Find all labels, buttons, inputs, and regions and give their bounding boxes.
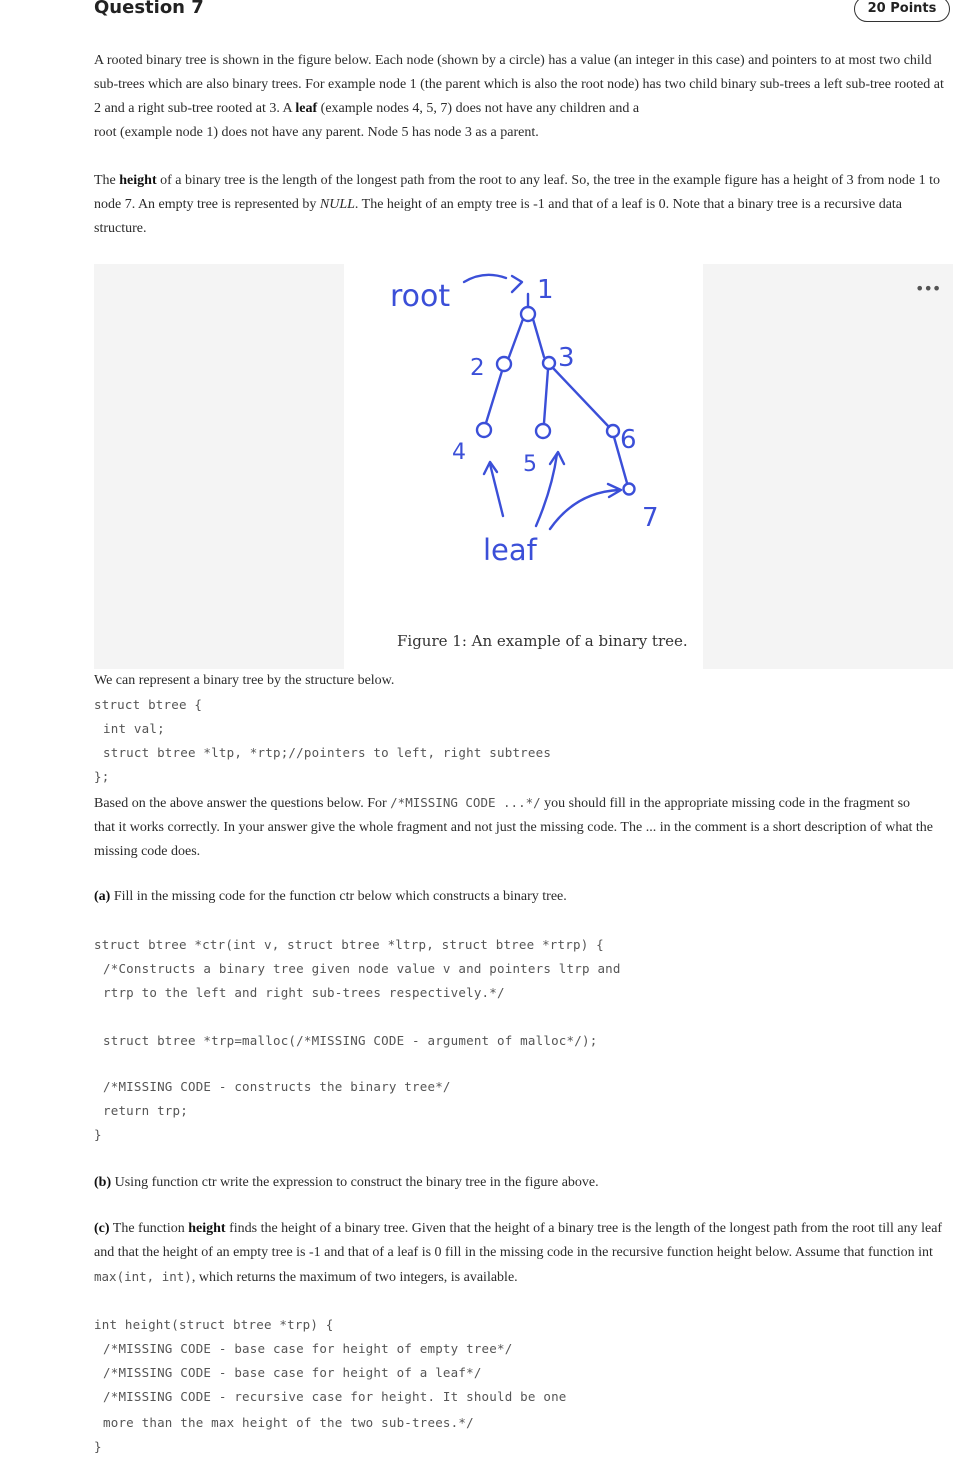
intro-text: of a binary tree is the length of the longest path from the root to any leaf. So, the tree in the example figure has a height of 3 from node 1 to — [156, 173, 940, 188]
intro-line — [94, 169, 946, 193]
tree-node-4 — [477, 423, 491, 437]
code-line: struct btree *trp=malloc(/*MISSING CODE - argument of malloc*/); — [103, 1033, 598, 1048]
root-arrow-stroke — [464, 275, 506, 282]
intro-paragraph-2 — [94, 169, 946, 241]
code-line: struct btree *ctr(int v, struct btree *ltrp, struct btree *rtrp) { — [94, 937, 604, 952]
part-b-prompt — [94, 1171, 946, 1195]
more-horizontal-icon[interactable]: ••• — [915, 279, 941, 298]
intro-line: A rooted binary tree is shown in the figure below. Each node (shown by a circle) has a value (an integer in this case) and pointers to at most two child — [94, 53, 932, 68]
question-title: Question 7 — [94, 0, 204, 18]
tree-node-6 — [607, 425, 619, 437]
code-line: /*MISSING CODE - base case for height of a leaf*/ — [103, 1365, 482, 1380]
intro-text: 2 and a right sub-tree rooted at 3. A — [94, 101, 296, 116]
part-c-text: , which returns the maximum of two integers, is available. — [191, 1270, 518, 1285]
intro-line — [94, 193, 946, 217]
root-arrow-head — [512, 276, 522, 292]
code-line: /*MISSING CODE - constructs the binary tree*/ — [103, 1079, 451, 1094]
leaf-label: leaf — [483, 533, 537, 567]
height-function-term: height — [188, 1221, 226, 1236]
intro-line: root (example node 1) does not have any parent. Node 5 has node 3 as a parent. — [94, 125, 539, 140]
part-b-label: (b) — [94, 1175, 112, 1190]
code-line: struct btree *ltp, *rtp;//pointers to left, right subtrees — [103, 745, 552, 760]
edge-2-4 — [486, 371, 502, 423]
edge-3-6 — [553, 368, 609, 427]
leaf-term: leaf — [295, 101, 318, 116]
intro-text: node 7. An empty tree is represented by — [94, 197, 320, 212]
part-c-line — [94, 1217, 946, 1241]
node-label-2: 2 — [470, 355, 485, 381]
node-label-3: 3 — [558, 343, 575, 373]
part-a-text: Fill in the missing code for the function ctr below which constructs a binary tree. — [110, 889, 567, 904]
intro-text: . The height of an empty tree is -1 and that of a leaf is 0. Note that a binary tree is a recursive data — [354, 197, 903, 212]
root-label: root — [390, 279, 451, 314]
part-a-label: (a) — [94, 889, 111, 904]
edge-3-5 — [544, 369, 548, 423]
node-label-5: 5 — [523, 452, 537, 477]
code-line: /*MISSING CODE - base case for height of empty tree*/ — [103, 1341, 513, 1356]
node-label-7: 7 — [642, 503, 659, 533]
instructions-line: that it works correctly. In your answer give the whole fragment and not just the missing code. The ... in the comment is a short description of what the — [94, 820, 934, 835]
node-label-1: 1 — [537, 275, 554, 305]
part-c-line — [94, 1265, 946, 1290]
null-term: NULL — [319, 197, 355, 212]
height-term: height — [119, 173, 157, 188]
max-function-token: max(int, int) — [94, 1269, 192, 1284]
instructions-text: you should fill in the appropriate missing code in the fragment so — [540, 796, 911, 811]
part-c-label: (c) — [94, 1221, 110, 1236]
code-line: /*Constructs a binary tree given node value v and pointers ltrp and — [103, 961, 621, 976]
intro-text: The — [94, 173, 120, 188]
binary-tree-figure — [344, 264, 703, 669]
missing-code-token: /*MISSING CODE ...*/ — [390, 795, 541, 810]
instructions-line: missing code does. — [94, 844, 201, 859]
intro-text: (example nodes 4, 5, 7) does not have any children and a — [317, 101, 640, 116]
part-c-prompt — [94, 1217, 946, 1290]
code-line: int height(struct btree *trp) { — [94, 1317, 334, 1332]
instructions-text: Based on the above answer the questions below. For — [94, 796, 391, 811]
tree-node-7 — [624, 484, 635, 495]
code-line: more than the max height of the two sub-trees.*/ — [103, 1415, 474, 1430]
code-line: return trp; — [103, 1103, 188, 1118]
question-header — [0, 0, 968, 24]
intro-line: sub-trees which are also binary trees. For example node 1 (the parent which is also the root node) has two child binary sub-trees a left sub-tree rooted at — [94, 77, 944, 92]
code-line: }; — [94, 769, 110, 784]
part-c-text: finds the height of a binary tree. Given that the height of a binary tree is the length of the longest path from the root till any leaf — [225, 1221, 943, 1236]
image-panel-left — [94, 264, 344, 669]
image-panel-right — [703, 264, 953, 669]
code-line: rtrp to the left and right sub-trees respectively.*/ — [103, 985, 505, 1000]
struct-intro: We can represent a binary tree by the structure below. — [94, 673, 395, 688]
part-a-prompt — [94, 885, 946, 909]
code-line: } — [94, 1439, 102, 1454]
intro-paragraph-1 — [94, 49, 946, 145]
binary-tree-drawing — [344, 264, 703, 669]
code-line: struct btree { — [94, 697, 203, 712]
code-line: } — [94, 1127, 102, 1142]
intro-line: structure. — [94, 221, 147, 236]
instructions-line — [94, 791, 946, 816]
points-badge: 20 Points — [854, 0, 950, 22]
edge-1-3 — [533, 319, 544, 357]
intro-line — [94, 97, 946, 121]
tree-node-2 — [497, 357, 511, 371]
part-c-text: The function — [109, 1221, 189, 1236]
node-label-6: 6 — [620, 425, 637, 455]
tree-node-5 — [536, 424, 550, 438]
code-line: /*MISSING CODE - recursive case for height. It should be one — [103, 1389, 567, 1404]
leaf-arrow-5 — [536, 454, 557, 526]
part-b-text: Using function ctr write the expression to construct the binary tree in the figure above. — [111, 1175, 599, 1190]
instructions-paragraph — [94, 791, 946, 864]
node-label-4: 4 — [452, 440, 466, 465]
figure-caption: Figure 1: An example of a binary tree. — [397, 632, 688, 650]
code-line: int val; — [103, 721, 165, 736]
edge-1-2 — [509, 319, 523, 357]
part-c-line: and that the height of an empty tree is -1 and that of a leaf is 0 fill in the missing code in the recursive function height below. Assume that function int — [94, 1245, 933, 1260]
